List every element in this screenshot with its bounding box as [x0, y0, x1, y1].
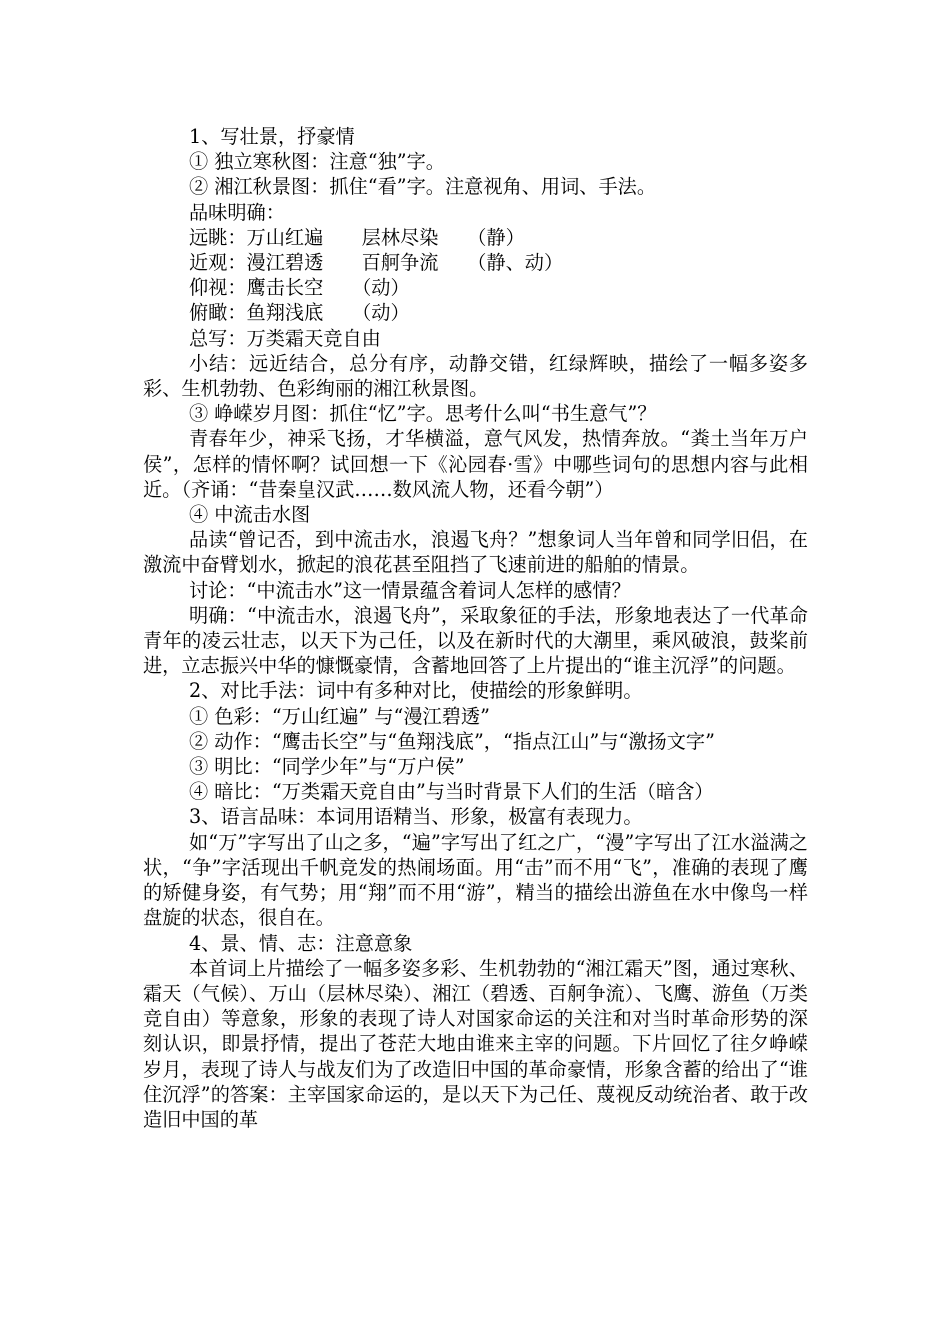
- text-line: 远眺：万山红遍 层林尽染 （静）: [189, 225, 525, 249]
- text-line: 仰视：鹰击长空 （动）: [189, 276, 410, 300]
- text-line: 总写：万类霜天竞自由: [189, 326, 381, 350]
- text-line: ② 湘江秋景图：抓住“看”字。注意视角、用词、手法。: [189, 175, 657, 199]
- text-line: 品味明确：: [189, 200, 285, 224]
- paragraph: 小结：远近结合，总分有序，动静交错，红绿辉映，描绘了一幅多姿多彩、生机勃勃、色彩绚丽的湘江秋景图。: [143, 351, 808, 401]
- text-line: 近观：漫江碧透 百舸争流 （静、动）: [189, 251, 564, 275]
- text-line: ③ 峥嵘岁月图：抓住“忆”字。思考什么叫“书生意气”？: [189, 402, 657, 426]
- text-line: ① 色彩：“万山红遍” 与“漫江碧透”: [189, 704, 490, 728]
- paragraph: 明确：“中流击水，浪遏飞舟”，采取象征的手法，形象地表达了一代革命青年的凌云壮志，以天下为己任，以及在新时代的大潮里，乘风破浪，鼓桨前进，立志振兴中华的慷慨豪情，含蓄地回答了上片提出的“谁主沉浮”的问题。: [143, 603, 808, 678]
- paragraph: ② 动作：“鹰击长空”与“鱼翔浅底”，“指点江山”与“激扬文字”: [189, 729, 715, 753]
- text-line: ④ 中流击水图: [189, 503, 311, 527]
- paragraph: 品读“曾记否，到中流击水，浪遏飞舟？”想象词人当年曾和同学旧侣，在激流中奋臂划水，掀起的浪花甚至阻挡了飞速前进的船舶的情景。: [143, 528, 808, 577]
- paragraph: 青春年少，神采飞扬，才华横溢，意气风发，热情奔放。“粪土当年万户侯”，怎样的情怀啊？试回想一下《沁园春·雪》中哪些词句的思想内容与此相近。（齐诵：“昔秦皇汉武……数风流人物，还看今朝”）: [143, 427, 808, 501]
- section-heading-4: 4、景、情、志：注意意象: [189, 931, 413, 955]
- text-line: ④ 暗比：“万类霜天竞自由”与当时背景下人们的生活（暗含）: [189, 780, 714, 804]
- text-line: 讨论：“中流击水”这一情景蕴含着词人怎样的感情？: [189, 578, 631, 602]
- paragraph: 如“万”字写出了山之多，“遍”字写出了红之广，“漫”字写出了江水溢满之状，“争”字活现出千帆竞发的热闹场面。用“击”而不用“飞”，准确的表现了鹰的矫健身姿，有气势；用“翔”而不用“游”，精当的描绘出游鱼在水中像鸟一样盘旋的状态，很自在。: [143, 830, 808, 930]
- text-line: ③ 明比：“同学少年”与“万户侯”: [189, 755, 465, 779]
- text-line: 俯瞰：鱼翔浅底 （动）: [189, 301, 410, 325]
- section-heading-3: 3、语言品味：本词用语精当、形象，极富有表现力。: [189, 805, 643, 829]
- paragraph: 本首词上片描绘了一幅多姿多彩、生机勃勃的“湘江霜天”图，通过寒秋、霜天（气候）、万山（层林尽染）、湘江（碧透、百舸争流）、飞鹰、游鱼（万类竞自由）等意象，形象的表现了诗人对国家命运的关注和对当时革命形势的深刻认识，即景抒情，提出了苍茫大地由谁来主宰的问题。下片回忆了往夕峥嵘岁月，表现了诗人与战友们为了改造旧中国的革命豪情，形象含蓄的给出了“谁住沉浮”的答案：主宰国家命运的，是以天下为己任、蔑视反动统治者、敢于改造旧中国的革: [143, 956, 808, 1131]
- section-heading-2: 2、对比手法：词中有多种对比，使描绘的形象鲜明。: [189, 679, 643, 703]
- section-heading-1: 1、写壮景，抒豪情: [189, 125, 355, 148]
- text-line: ① 独立寒秋图：注意“独”字。: [189, 150, 445, 174]
